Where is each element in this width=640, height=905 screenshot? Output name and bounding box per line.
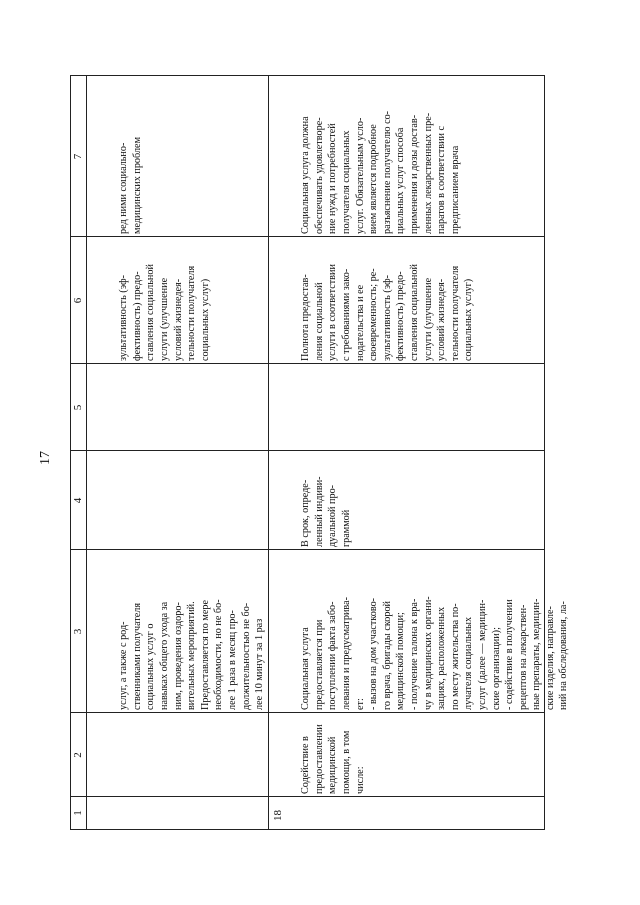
col-line-7	[70, 75, 545, 76]
header-col-6: 6	[72, 297, 84, 304]
header-col-3: 3	[72, 628, 84, 635]
row18-term: В срок, опреде- ленный индиви- дуальной про- граммой	[300, 476, 352, 547]
row-number: 18	[272, 810, 284, 821]
header-col-4: 4	[72, 497, 84, 504]
col-line-2	[70, 712, 545, 713]
col-line-0	[70, 829, 545, 830]
col-line-4	[70, 450, 545, 451]
prev-row-col6: зультативность (эф- фективность) предо- ставления социальной услуги (улучшение условий жизнедея- тельности получателя социальных услуг)	[118, 264, 211, 361]
row18-conditions: Социальная услуга должна обеспечивать удовлетворе- ние нужд и потребностей получателя социальных услуг. Обязательным усло- вием является подробное разъяснение получателю со- циальных услуг способа применения и дозы достав- ленных лекарственных пре- паратов в соответствии с предписанием врача	[300, 110, 461, 234]
header-col-1: 1	[72, 810, 84, 816]
col-line-5	[70, 363, 545, 364]
header-col-5: 5	[72, 404, 84, 411]
header-divider	[86, 75, 87, 830]
table-border-bottom	[544, 75, 545, 830]
col-line-3	[70, 549, 545, 550]
row18-service-name: Содействие в предоставлении медицинской помощи, в том числе:	[300, 724, 366, 794]
col-line-1	[70, 796, 545, 797]
row18-description: Социальная услуга предоставляется при поступлении факта забо- левания и предусматрива- ет: - вызов на дом участково- го врача, бригады скорой медицинской помощи; - получение талона к вра- чу в медицинских органи- зациях, расположенных по месту жительства по- лучателя социальных услуг (далее — медицин- ские организации); - содействие в получении рецептов на лекарствен- ные препараты, медицин- ские изделия, направле- ний на обследования, ла-	[300, 596, 570, 710]
row-divider	[268, 75, 269, 830]
col-line-6	[70, 236, 545, 237]
header-col-7: 7	[72, 153, 84, 160]
prev-row-col7: ред ними социально- медицинских проблем	[118, 136, 143, 234]
prev-row-col3: услуг, а также с род- ственниками получателя социальных услуг о навыках общего ухода за ним, проведения оздоро- вительных мероприятий. Предоставляется по мере необходимости, но не бо- лее 1 раза в месяц про- должительностью не бо- лее 10 минут за 1 раз	[118, 599, 266, 710]
page-number: 17	[38, 451, 53, 465]
row18-quality-indicators: Полнота предостав- ления социальной услуги в соответствии с требованиями зако- нодательства и ее своевременность; ре- зультативность (эф- фективность) предо- ставления социальной услуги (улучшение условий жизнедея- тельности получателя социальных услуг)	[300, 264, 475, 361]
header-col-2: 2	[72, 752, 84, 758]
